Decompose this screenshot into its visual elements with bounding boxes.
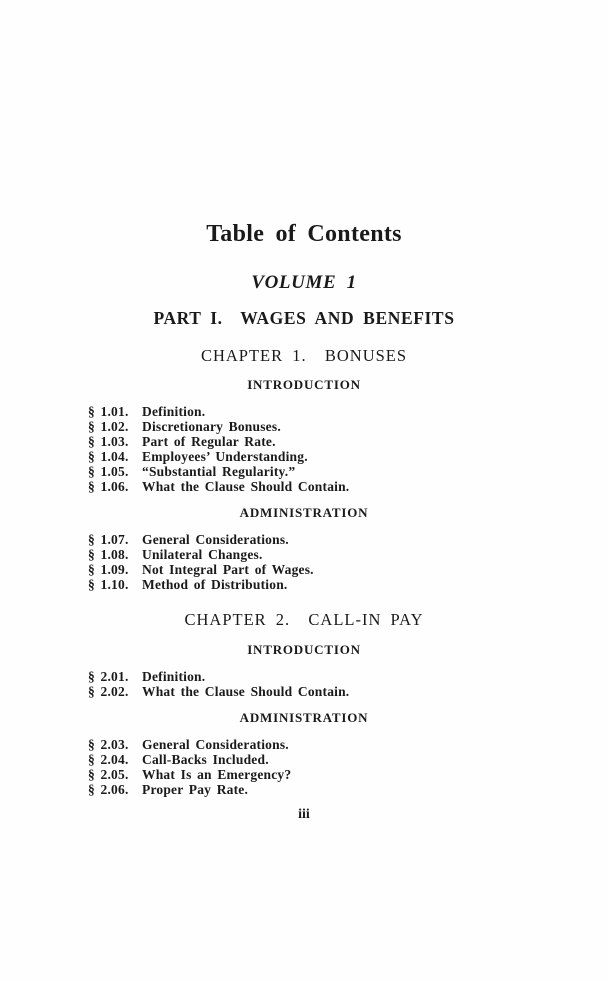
chapters-container	[0, 345, 608, 797]
section-heading: INTRODUCTION	[247, 377, 361, 392]
section-title: Call-Backs Included.	[142, 751, 269, 767]
section-title: What the Clause Should Contain.	[142, 683, 350, 699]
section-heading: INTRODUCTION	[247, 641, 361, 657]
section-number: § 1.09.	[88, 562, 129, 577]
section-title: Employees’ Understanding.	[142, 449, 308, 464]
section-entry-list	[0, 669, 608, 699]
section-number: § 1.03.	[88, 434, 129, 449]
toc-entry	[88, 767, 588, 782]
section-title: Proper Pay Rate.	[142, 781, 249, 797]
toc-entry	[88, 737, 588, 752]
toc-entry	[88, 669, 588, 684]
section-title: Method of Distribution.	[142, 577, 288, 592]
part-heading: PART I. WAGES AND BENEFITS	[153, 308, 455, 328]
section-number: § 2.04.	[88, 751, 129, 767]
toc-entry	[88, 782, 588, 797]
section-title: What the Clause Should Contain.	[142, 479, 350, 494]
chapter-heading: CHAPTER 1. BONUSES	[200, 345, 408, 365]
section-number: § 1.07.	[88, 532, 129, 547]
chapter	[0, 345, 608, 593]
section-number: § 1.10.	[88, 577, 129, 592]
toc-entry	[88, 752, 588, 767]
section-entry-list	[0, 532, 608, 592]
section-number: § 1.06.	[88, 479, 129, 494]
section-number: § 1.05.	[88, 464, 129, 479]
section-number: § 2.05.	[88, 766, 129, 782]
section-title: Not Integral Part of Wages.	[142, 562, 314, 577]
section-number: § 1.02.	[88, 419, 129, 434]
section-entry-list	[0, 737, 608, 797]
section-number: § 1.01.	[88, 404, 129, 419]
section-entry-list	[0, 404, 608, 494]
section-title: General Considerations.	[142, 736, 289, 752]
page-number: iii	[298, 806, 310, 822]
section-title: General Considerations.	[142, 532, 289, 547]
section-title: Part of Regular Rate.	[142, 434, 276, 449]
section-title: “Substantial Regularity.”	[142, 464, 296, 479]
toc-entry	[88, 577, 588, 592]
chapter-heading: CHAPTER 2. CALL-IN PAY	[184, 610, 424, 629]
section-number: § 1.04.	[88, 449, 129, 464]
section-title: Discretionary Bonuses.	[142, 419, 281, 434]
toc-entry	[88, 434, 588, 449]
section-number: § 2.06.	[88, 781, 129, 797]
section-title: Definition.	[142, 404, 206, 419]
section-number: § 2.01.	[88, 668, 129, 684]
toc-entry	[88, 684, 588, 699]
toc-entry	[88, 449, 588, 464]
toc-entry	[88, 532, 588, 547]
volume-heading: VOLUME 1	[251, 272, 357, 293]
section-title: Unilateral Changes.	[142, 547, 263, 562]
section-number: § 2.03.	[88, 736, 129, 752]
section-number: § 1.08.	[88, 547, 129, 562]
section-heading: ADMINISTRATION	[239, 505, 369, 520]
chapter	[0, 612, 608, 797]
section-heading: ADMINISTRATION	[239, 709, 369, 725]
section-title: What Is an Emergency?	[142, 766, 292, 782]
toc-entry	[88, 547, 588, 562]
page-title: Table of Contents	[206, 221, 402, 247]
section-number: § 2.02.	[88, 683, 129, 699]
toc-entry	[88, 479, 588, 494]
toc-entry	[88, 419, 588, 434]
toc-entry	[88, 464, 588, 479]
toc-entry	[88, 562, 588, 577]
toc-entry	[88, 404, 588, 419]
section-title: Definition.	[142, 668, 206, 684]
